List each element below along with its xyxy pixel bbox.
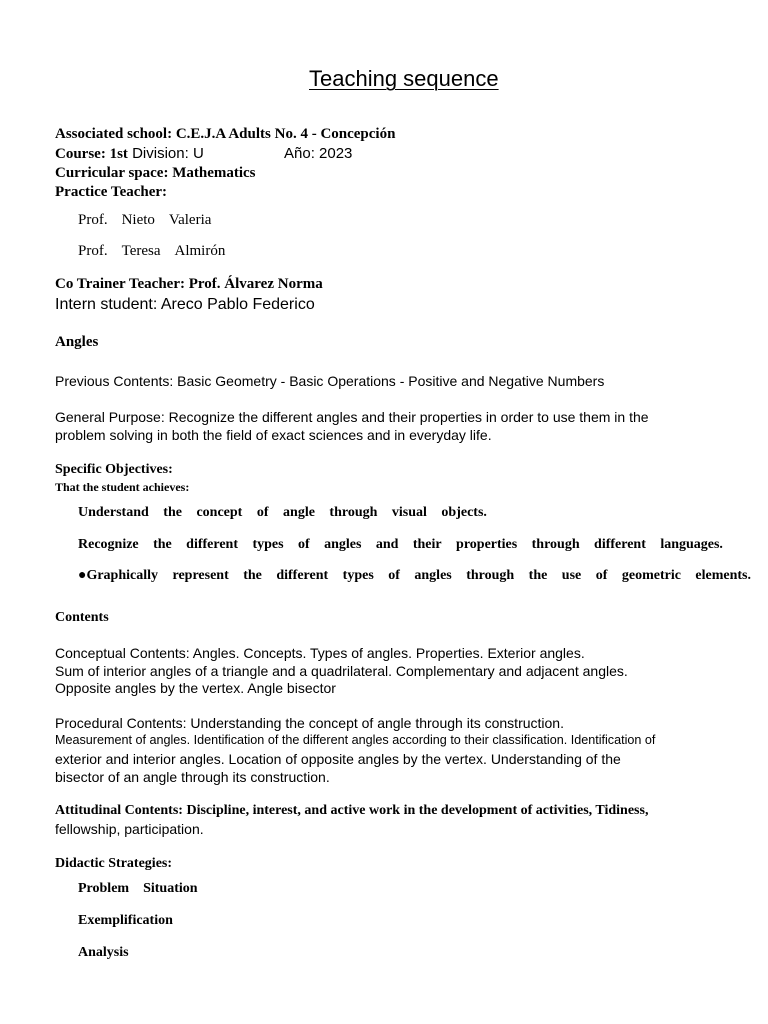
co-trainer-teacher: Co Trainer Teacher: Prof. Álvarez Norma (55, 276, 323, 292)
didactic-strategies-heading: Didactic Strategies: (55, 856, 173, 871)
word: the (163, 505, 182, 520)
general-purpose-line-1: General Purpose: Recognize the different angles and their properties in order to use them in the (55, 409, 649, 425)
course-division: Division: U (127, 145, 204, 162)
teacher-surname: Teresa (121, 243, 161, 259)
teacher-surname: Nieto (121, 212, 155, 228)
word: their (412, 537, 442, 552)
procedural-contents-line-2: Measurement of angles. Identification of the different angles according to their classification. Identification of (55, 733, 656, 747)
word: types (342, 568, 374, 583)
word: and (375, 537, 399, 552)
specific-objectives-heading: Specific Objectives: (55, 462, 173, 477)
teacher-name: Almirón (174, 243, 226, 259)
word: represent (172, 568, 229, 583)
associated-school-line (55, 126, 395, 143)
word: Understand (78, 505, 149, 520)
word: languages. (660, 537, 723, 552)
intern-student: Intern student: Areco Pablo Federico (55, 296, 315, 313)
practice-teacher-1 (78, 212, 225, 229)
word: ●Graphically (78, 568, 159, 583)
word: the (243, 568, 262, 583)
course-number: 1st (109, 146, 128, 162)
word: of (595, 568, 608, 583)
word: visual (391, 505, 427, 520)
associated-school-value: C.E.J.A Adults No. 4 - Concepción (175, 126, 396, 142)
word: through (329, 505, 378, 520)
word: of (297, 537, 310, 552)
strategy-item (78, 881, 198, 897)
objective-item (78, 568, 751, 584)
word: different (276, 568, 329, 583)
curricular-space-line (55, 165, 256, 182)
word: through (531, 537, 580, 552)
word: angle (283, 505, 315, 520)
conceptual-contents-line-2: Sum of interior angles of a triangle and a quadrilateral. Complementary and adjacent angles. (55, 663, 628, 679)
associated-school-label: Associated school: (55, 126, 176, 142)
strategy-item: Analysis (78, 945, 129, 960)
teacher-title: Prof. (78, 243, 108, 259)
procedural-contents-line-1: Procedural Contents: Understanding the concept of angle through its construction. (55, 715, 564, 731)
word: Problem (78, 881, 130, 896)
curricular-space-value: Mathematics (172, 165, 256, 181)
course-line (55, 145, 204, 163)
word: Situation (143, 881, 198, 896)
teacher-name: Valeria (168, 212, 212, 228)
word: different (594, 537, 646, 552)
word: geometric (621, 568, 681, 583)
practice-teacher-2 (78, 243, 239, 260)
word: of (388, 568, 400, 583)
procedural-contents-line-3: exterior and interior angles. Location of opposite angles by the vertex. Understanding of the (55, 751, 621, 767)
word: elements. (695, 568, 751, 583)
previous-contents: Previous Contents: Basic Geometry - Basic Operations - Positive and Negative Numbers (55, 373, 605, 389)
word: different (186, 537, 239, 552)
curricular-space-label: Curricular space: (55, 165, 173, 181)
teacher-title: Prof. (78, 212, 108, 228)
word: concept (196, 505, 243, 520)
conceptual-contents-line-1: Conceptual Contents: Angles. Concepts. Types of angles. Properties. Exterior angles. (55, 645, 585, 661)
specific-objectives-subheading: That the student achieves: (55, 480, 190, 494)
attitudinal-contents-line-2: fellowship, participation. (55, 821, 204, 837)
page-title: Teaching sequence (309, 66, 499, 91)
general-purpose-line-2: problem solving in both the field of exact sciences and in everyday life. (55, 427, 492, 443)
word: Recognize (78, 537, 139, 552)
word: through (466, 568, 515, 583)
procedural-contents-line-4: bisector of an angle through its construction. (55, 769, 330, 785)
word: the (528, 568, 548, 583)
objective-item (78, 505, 487, 521)
objective-item (78, 537, 723, 553)
conceptual-contents-line-3: Opposite angles by the vertex. Angle bisector (55, 680, 336, 696)
contents-heading: Contents (55, 610, 109, 625)
word: use (561, 568, 582, 583)
course-label: Course: (55, 146, 110, 162)
attitudinal-contents-line-1: Attitudinal Contents: Discipline, interest, and active work in the development of activities, Tidiness, (55, 803, 649, 818)
word: angles (414, 568, 452, 583)
topic-heading: Angles (55, 334, 99, 350)
practice-teacher-label: Practice Teacher: (55, 184, 168, 200)
word: of (256, 505, 269, 520)
word: the (153, 537, 172, 552)
word: objects. (441, 505, 487, 520)
word: angles (324, 537, 362, 552)
word: types (252, 537, 284, 552)
word: properties (456, 537, 518, 552)
strategy-item: Exemplification (78, 913, 173, 928)
course-year: Año: 2023 (284, 145, 353, 162)
